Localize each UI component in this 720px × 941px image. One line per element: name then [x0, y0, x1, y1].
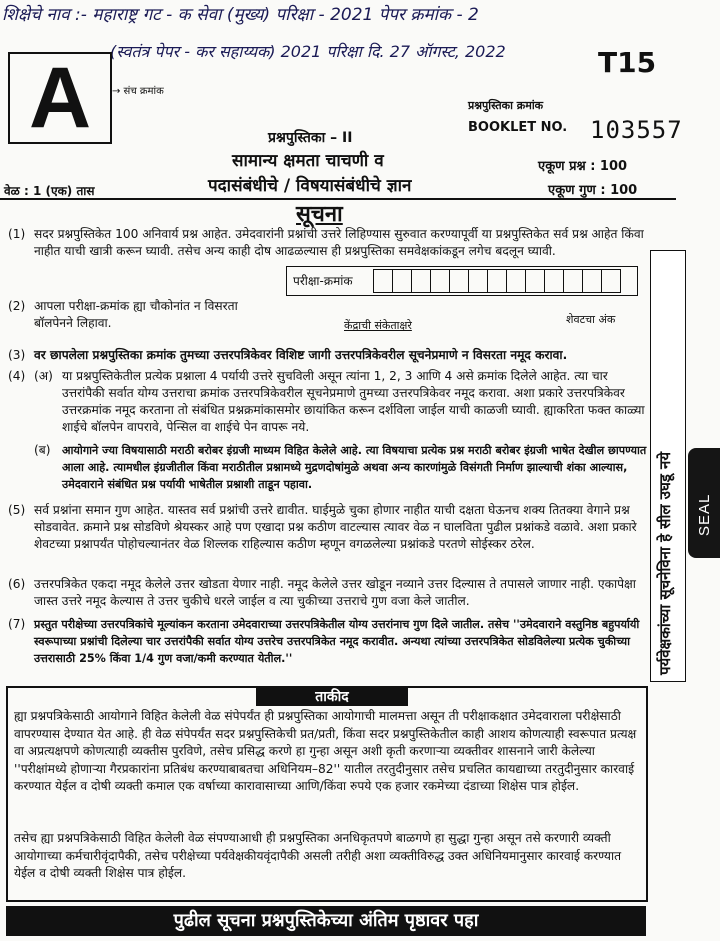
- seal-label: SEAL: [696, 493, 713, 536]
- warning-heading: ताकीद: [315, 689, 349, 705]
- instruction-5: (5) सर्व प्रश्नांना समान गुण आहेत. यास्तव सर्व प्रश्नांची उत्तरे द्यावीत. घाईमुळे चुका होणार नाहीत याची दक्षता घेऊनच शक्य तितक्या वेगाने प्रश्न सोडवावेत. क्रमाने प्रश्न सोडविणे श्रेयस्कर आहे पण एखादा प्रश्न कठीण वाटल्यास त्यावर वेळ न घालविता पुढील प्रश्नांकडे वळावे. अशा प्रकारे शेवटच्या प्रश्नापर्यंत पोहोचल्यानंतर वेळ शिल्लक राहिल्यास कठीण म्हणून वगळलेल्या प्रश्नांकडे परतणे सोईस्कर ठरेल.: [8, 503, 637, 551]
- exam-number-cells[interactable]: [373, 269, 621, 293]
- warning-para-1: ह्या प्रश्नपत्रिकेसाठी आयोगाने विहित केलेली वेळ संपेपर्यंत ही प्रश्नपुस्तिका आयोगाची मालमत्ता असून ती परीक्षाकक्षात उमेदवाराला परीक्षेसाठी वापरण्यास देण्यात येत आहे. ही वेळ संपेपर्यंत सदर प्रश्नपुस्तिकेची प्रत/प्रती, किंवा सदर प्रश्नपुस्तिकेतील काही आशय कोणत्याही स्वरूपात प्रत्यक्ष वा अप्रत्यक्षपणे कोणत्याही व्यक्तीस पुरविणे, तसेच प्रसिद्ध करणे हा गुन्हा असून अशी कृती करणाऱ्या व्यक्तीवर शासनाने जारी केलेल्या ''परीक्षांमध्ये होणाऱ्या गैरप्रकारांना प्रतिबंध करण्याबाबतचा अधिनियम–82'' यातील तरतुदीनुसार तसेच प्रचलित कायद्याच्या तरतुदीनुसार कारवाई करण्यात येईल व दोषी व्यक्ती कमाल एक वर्षाच्या कारावासाच्या आणि/किंवा रुपये एक हजार रकमेच्या दंडाच्या शिक्षेस पात्र होईल.: [14, 709, 637, 793]
- warning-para-2: तसेच ह्या प्रश्नपत्रिकेसाठी विहित केलेली वेळ संपण्याआधी ही प्रश्नपुस्तिका अनधिकृतपणे बाळगणे हा सुद्धा गुन्हा असून तसे करणारी व्यक्ती आयोगाच्या कर्मचारीवृंदापैकी, तसेच परीक्षेच्या पर्यवेक्षकीयवृंदापैकी असली तरीही अशा व्यक्तीविरुद्ध उक्त अधिनियमानुसार कारवाई करण्यात येईल व दोषी व्यक्ती शिक्षेस पात्र होईल.: [14, 831, 622, 880]
- instruction-1: (1) सदर प्रश्नपुस्तिकेत 100 अनिवार्य प्रश्न आहेत. उमेदवारांनी प्रश्नांची उत्तरे लिहिण्यास सुरुवात करण्यापूर्वी या प्रश्नपुस्तिकेत सर्व प्रश्न आहेत किंवा नाहीत याची खात्री करून घ्यावी. तसेच अन्य काही दोष आढळल्यास ही प्रश्नपुस्तिका समवेक्षकांकडून लगेच बदलून घ्यावी.: [8, 227, 644, 258]
- time-label: वेळ : 1 (एक) तास: [4, 184, 95, 198]
- footer-banner-text: पुढील सूचना प्रश्नपुस्तिकेच्या अंतिम पृष्ठावर पहा: [173, 910, 479, 931]
- instruction-3: (3) वर छापलेला प्रश्नपुस्तिका क्रमांक तुमच्या उत्तरपत्रिकेवर विशिष्ट जागी उत्तरपत्रिकेवरील सूचनेप्रमाणे न विसरता नमूद करावा.: [8, 348, 568, 362]
- paper-title: प्रश्नपुस्तिका – II: [268, 130, 353, 146]
- booklet-label-mr: प्रश्नपुस्तिका क्रमांक: [468, 99, 544, 112]
- seal-tab[interactable]: [688, 448, 720, 558]
- handwritten-exam-line-2: (स्वतंत्र पेपर - कर सहाय्यक) 2021 परिक्षा दि. 27 ऑगस्ट, 2022: [110, 42, 506, 61]
- booklet-label-en: BOOKLET NO.: [468, 120, 568, 135]
- instruction-6: (6) उत्तरपत्रिकेत एकदा नमूद केलेले उत्तर खोडता येणार नाही. नमूद केलेले उत्तर खोडून नव्याने उत्तर दिल्यास ते तपासले जाणार नाही. एकापेक्षा जास्त उत्तरे नमूद केल्यास ते उत्तर चुकीचे धरले जाईल व त्या चुकीच्या उत्तराचे गुण वजा केले जातील.: [8, 577, 636, 608]
- set-letter: A: [28, 50, 92, 146]
- total-marks: एकूण गुण : 100: [548, 183, 638, 198]
- instruction-7: (7) प्रस्तुत परीक्षेच्या उत्तरपत्रिकांचे मूल्यांकन करताना उमेदवाराच्या उत्तरपत्रिकेतील योग्य उत्तरांनाच गुण दिले जातील. तसेच ''उमेदवाराने वस्तुनिष्ठ बहुपर्यायी स्वरूपाच्या प्रश्नांची दिलेल्या चार उत्तरांपैकी सर्वात योग्य उत्तरेच उत्तरपत्रिकेत नमूद करावीत. अन्यथा त्यांच्या उत्तरपत्रिकेत सोडविलेल्या प्रत्येक चुकीच्या उत्तरासाठी 25% किंवा 1/4 गुण वजा/कमी करण्यात येतील.'': [8, 617, 640, 665]
- last-digit-label: शेवटचा अंक: [566, 313, 616, 326]
- warning-box: [6, 686, 648, 902]
- exam-number-label: परीक्षा-क्रमांक: [293, 274, 353, 288]
- instruction-4b: (ब) आयोगाने ज्या विषयासाठी मराठी बरोबर इंग्रजी माध्यम विहित केलेले आहे. त्या विषयाचा प्रत्येक प्रश्न मराठी बरोबर इंग्रजी भाषेत देखील छापण्यात आला आहे. त्यामधील इंग्रजीतील किंवा मराठीतील प्रश्नामध्ये मुद्रणदोषांमुळे अथवा अन्य कारणांमुळे विसंगती निर्माण झाल्याची शंका आल्यास, उमेदवाराने संबंधित प्रश्न पर्यायी भाषेतील प्रश्नाशी ताडून पहावा.: [34, 443, 647, 491]
- warning-heading-bar: [256, 686, 408, 706]
- total-questions: एकूण प्रश्न : 100: [538, 159, 628, 174]
- subject-line-2: पदासंबंधीचे / विषयासंबंधीचे ज्ञान: [208, 176, 412, 196]
- instructions-heading: सूचना: [296, 202, 343, 227]
- footer-banner: [6, 906, 646, 936]
- handwritten-exam-line-1: शिक्षेचे नाव :- महाराष्ट्र गट - क सेवा (मुख्य) परिक्षा - 2021 पेपर क्रमांक - 2: [2, 5, 479, 25]
- set-letter-box: [8, 52, 112, 144]
- center-code-label: केंद्राची संकेताक्षरे: [344, 319, 412, 332]
- seal-instruction-text: पर्यवेक्षकांच्या सूचनेविना हे सील उघडू नये: [656, 451, 674, 675]
- instruction-2: (2) आपला परीक्षा-क्रमांक ह्या चौकोनांत न विसरता बॉलपेनने लिहावा.: [8, 299, 238, 330]
- set-label: → संच क्रमांक: [112, 86, 164, 97]
- booklet-number: 103557: [590, 116, 683, 144]
- subject-line-1: सामान्य क्षमता चाचणी व: [232, 151, 384, 171]
- seal-instruction-strip: [650, 250, 686, 682]
- exam-number-box: [286, 266, 638, 296]
- instruction-4a: (अ) या प्रश्नपुस्तिकेतील प्रत्येक प्रश्नाला 4 पर्यायी उत्तरे सुचविली असून त्यांना 1, 2, 3 आणि 4 असे क्रमांक दिलेले आहेत. त्या चार उत्तरांपैकी सर्वात योग्य उत्तराचा क्रमांक उत्तरपत्रिकेवरील सूचनेप्रमाणे तुमच्या उत्तरपत्रिकेवर नमूद करावा. अशा प्रकारे उत्तरपत्रिकेवर उत्तरक्रमांक नमूद करताना तो संबंधित प्रश्नक्रमांकासमोर छायांकित करून दर्शविला जाईल याची काळजी घ्यावी. ह्याकरिता फक्त काळ्या शाईचे बॉलपेन वापरावे, पेन्सिल वा शाईचे पेन वापरू नये.: [34, 369, 645, 434]
- handwritten-code: T15: [598, 46, 657, 79]
